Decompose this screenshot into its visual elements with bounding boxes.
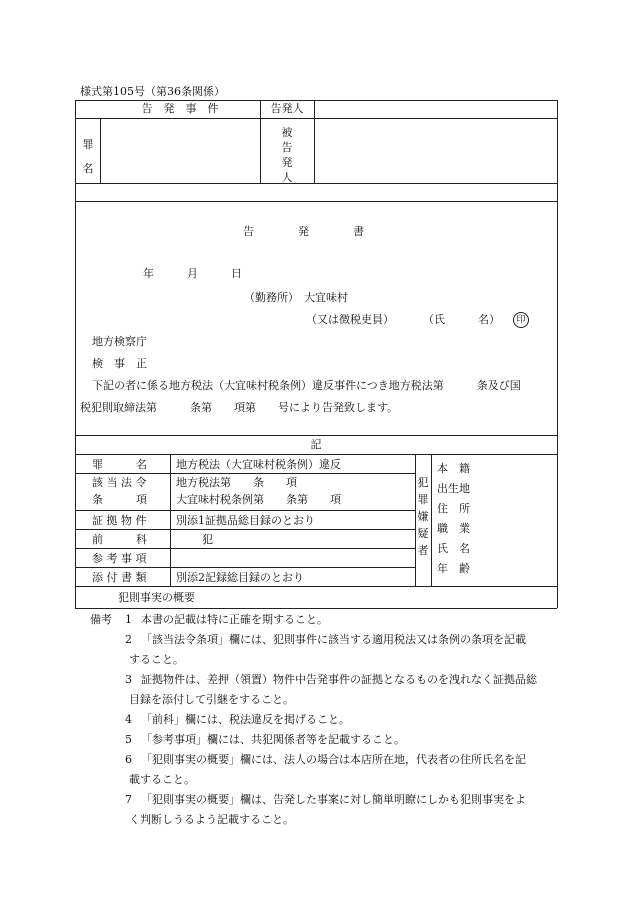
table-left-border xyxy=(75,100,76,608)
table-rule xyxy=(75,473,415,474)
record-heading: 記 xyxy=(310,438,322,451)
crime-label-char: 罪 xyxy=(82,138,94,151)
document-title: 告 発 書 xyxy=(243,225,364,238)
officer-label: （又は徴税吏員） xyxy=(306,313,394,326)
note-number: 5 xyxy=(125,733,132,746)
suspect-field: 住 所 xyxy=(437,502,470,515)
vertical-char: 被 xyxy=(281,126,293,139)
suspect-label xyxy=(415,474,431,559)
vertical-char: 罪 xyxy=(417,493,429,506)
record-value: 別添2記録総目録のとおり xyxy=(176,571,304,584)
suspect-field: 本 籍 xyxy=(437,462,470,475)
table-rule xyxy=(75,118,557,119)
table-rule xyxy=(75,435,557,436)
table-col-divider xyxy=(170,454,171,586)
table-rule xyxy=(75,586,557,587)
summary-label: 犯則事実の概要 xyxy=(118,591,195,604)
record-label: 証 拠 物 件 xyxy=(92,514,147,527)
note-text: く判断しうるよう記載すること。 xyxy=(129,813,294,826)
note-number: 4 xyxy=(125,713,132,726)
vertical-char: 犯 xyxy=(417,476,429,489)
table-rule xyxy=(75,201,557,202)
note-text: 「犯則事実の概要」欄は、告発した事案に対し簡単明瞭にしかも犯則事実をよ xyxy=(141,793,526,806)
record-label: 添 付 書 類 xyxy=(92,571,147,584)
record-value: 犯 xyxy=(202,533,213,546)
table-col-divider xyxy=(431,454,432,586)
crime-label xyxy=(78,133,98,181)
note-text: 「該当法令条項」欄には、犯則事件に該当する適用税法又は条例の条項を記載 xyxy=(141,633,526,646)
vertical-char: 疑 xyxy=(417,527,429,540)
vertical-char: 者 xyxy=(417,544,429,557)
suspect-field: 出生地 xyxy=(437,482,470,495)
note-text: 目録を添付して引継をすること。 xyxy=(129,693,294,706)
note-number: 2 xyxy=(125,633,132,646)
table-rule xyxy=(75,454,557,455)
recipient-office: 地方検察庁 xyxy=(92,335,147,348)
date-line: 年 月 日 xyxy=(143,267,242,280)
vertical-char: 人 xyxy=(281,171,293,184)
table-right-border xyxy=(557,100,558,608)
crime-label-char: 名 xyxy=(82,162,94,175)
notes-heading: 備考 xyxy=(90,613,112,626)
record-value: 地方税法（大宜味村税条例）違反 xyxy=(176,458,341,471)
office-name: 大宜味村 xyxy=(304,291,348,304)
note-text: 証拠物件は、差押（領置）物件中告発事件の証拠となるものを洩れなく証拠品総 xyxy=(141,673,537,686)
note-text: 本書の記載は特に正確を期すること。 xyxy=(141,613,328,626)
record-label: 前 科 xyxy=(92,533,147,546)
note-text: 「犯則事実の概要」欄には、法人の場合は本店所在地，代表者の住所氏名を記 xyxy=(141,753,526,766)
table-rule xyxy=(75,567,415,568)
note-text: すること。 xyxy=(129,653,184,666)
body-text-line: 下記の者に係る地方税法（大宜味村税条例）違反事件につき地方税法第 条及び国 xyxy=(92,379,521,392)
name-label: （氏 名） xyxy=(423,313,500,326)
table-col-divider xyxy=(100,118,101,183)
note-number: 7 xyxy=(125,793,132,806)
accused-label xyxy=(278,125,296,185)
form-id: 様式第105号（第36条関係） xyxy=(80,85,225,98)
table-rule xyxy=(75,510,415,511)
table-rule xyxy=(75,183,557,184)
note-text: 「前科」欄には、税法違反を掲げること。 xyxy=(141,713,350,726)
suspect-field: 氏 名 xyxy=(437,542,470,555)
recipient-title: 検 事 正 xyxy=(92,357,147,370)
accuser-label: 告発人 xyxy=(270,102,304,115)
suspect-field: 職 業 xyxy=(437,522,470,535)
office-label: （勤務所） xyxy=(244,291,299,304)
note-number: 3 xyxy=(125,673,132,686)
record-value: 別添1証拠品総目録のとおり xyxy=(176,514,315,527)
body-text-line: 税犯則取締法第 条第 項第 号により告発致します。 xyxy=(80,401,399,414)
note-number: 1 xyxy=(125,613,132,626)
note-number: 6 xyxy=(125,753,132,766)
record-label: 参 考 事 項 xyxy=(92,552,147,565)
seal-mark: 印 xyxy=(513,312,529,328)
record-label: 罪 名 xyxy=(92,458,147,471)
record-value: 地方税法第 条 項 xyxy=(176,476,297,489)
record-label: 条 項 xyxy=(92,493,147,506)
table-col-divider xyxy=(314,100,315,183)
table-rule xyxy=(75,529,415,530)
suspect-field: 年 齢 xyxy=(437,562,470,575)
case-label: 告 発 事 件 xyxy=(141,102,219,115)
note-text: 載すること。 xyxy=(129,773,195,786)
vertical-char: 発 xyxy=(281,156,293,169)
vertical-char: 嫌 xyxy=(417,510,429,523)
note-text: 「参考事項」欄には、共犯関係者等を記載すること。 xyxy=(141,733,405,746)
vertical-char: 告 xyxy=(281,141,293,154)
record-value: 大宜味村税条例第 条第 項 xyxy=(176,493,341,506)
table-top-border xyxy=(75,100,557,101)
table-bottom-border xyxy=(75,608,557,609)
record-label: 該 当 法 令 xyxy=(92,476,147,489)
table-rule xyxy=(75,548,415,549)
